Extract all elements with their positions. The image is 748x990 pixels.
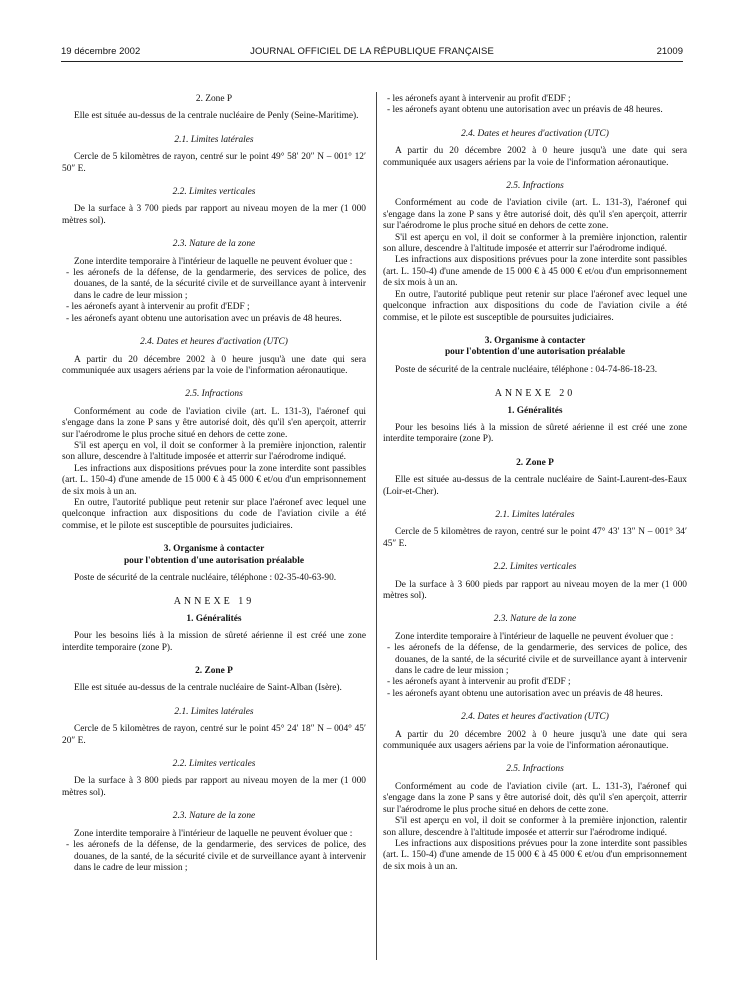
- page-header: [61, 46, 683, 60]
- paragraph: Elle est située au-dessus de la centrale nucléaire de Saint-Alban (Isère).: [74, 683, 342, 694]
- list-item: - les aéronefs ayant obtenu une autorisation avec un préavis de 48 heures.: [383, 689, 687, 700]
- bullet-list: [62, 268, 366, 325]
- paragraph: S'il est aperçu en vol, il doit se conformer à la première injonction, ralentir son allure, descendre à l'altitude imposée et atterrir sur l'aérodrome indiqué.: [62, 440, 366, 463]
- subsection-heading: 2.4. Dates et heures d'activation (UTC): [461, 128, 609, 139]
- paragraph: Poste de sécurité de la centrale nucléaire, téléphone : 04-74-86-18-23.: [395, 364, 658, 375]
- list-item: - les aéronefs ayant à intervenir au profit d'EDF ;: [383, 677, 687, 688]
- subsection-heading: 2.3. Nature de la zone: [172, 811, 256, 822]
- paragraph: Conformément au code de l'aviation civile (art. L. 131-3), l'aéronef qui s'engage dans la zone P sans y être autorisé doit, dès qu'il s'en aperçoit, atterrir sur l'aérodrome le plus proche situé en dehors de cette zone.: [62, 406, 366, 440]
- paragraph: En outre, l'autorité publique peut retenir sur place l'aéronef avec lequel une quelconque infraction aux dispositions du code de l'aviation civile a été commise, et le pilote est susceptible de poursuites judiciaires.: [383, 289, 687, 323]
- subsection-heading: 2.2. Limites verticales: [172, 759, 256, 770]
- subsection-heading: 2.5. Infractions: [185, 389, 243, 400]
- subsection-heading: 2.2. Limites verticales: [493, 562, 577, 573]
- paragraph: Les infractions aux dispositions prévues pour la zone interdite sont passibles (art. L. 150-4) d'une amende de 15 000 € à 45 000 € et/ou d'un emprisonnement de six mois à un an.: [383, 255, 687, 289]
- subsection-heading: 2.1. Limites latérales: [495, 509, 575, 520]
- paragraph: S'il est aperçu en vol, il doit se conformer à la première injonction, ralentir son allure, descendre à l'altitude imposée et atterrir sur l'aérodrome indiqué.: [383, 816, 687, 838]
- list-item: - les aéronefs de la défense, de la gendarmerie, des services de police, des douanes, de la santé, de la sécurité civile et de surveillance ayant à intervenir dans le cadre de leur mission ;: [62, 840, 366, 874]
- subsection-heading: 2.1. Limites latérales: [174, 134, 254, 145]
- paragraph: De la surface à 3 600 pieds par rapport au niveau moyen de la mer (1 000 mètres sol).: [383, 579, 687, 601]
- paragraph: S'il est aperçu en vol, il doit se conformer à la première injonction, ralentir son allure, descendre à l'altitude imposée et atterrir sur l'aérodrome indiqué.: [383, 232, 687, 255]
- paragraph: De la surface à 3 800 pieds par rapport au niveau moyen de la mer (1 000 mètres sol).: [62, 776, 366, 798]
- subsection-heading: 2.3. Nature de la zone: [172, 239, 256, 250]
- bullet-list: [62, 840, 366, 874]
- paragraph: Conformément au code de l'aviation civile (art. L. 131-3), l'aéronef qui s'engage dans la zone P sans y être autorisé doit, dès qu'il s'en aperçoit, atterrir sur l'aérodrome le plus proche situé en dehors de cette zone.: [383, 781, 687, 815]
- paragraph: Zone interdite temporaire à l'intérieur de laquelle ne peuvent évoluer que :: [395, 631, 674, 642]
- section-heading: 2. Zone P: [516, 457, 554, 468]
- journal-title: JOURNAL OFFICIEL DE LA RÉPUBLIQUE FRANÇAISE: [250, 46, 494, 57]
- subsection-heading: 2.3. Nature de la zone: [493, 614, 577, 625]
- paragraph: Cercle de 5 kilomètres de rayon, centré sur le point 47° 43′ 13″ N – 001° 34′ 45″ E.: [383, 527, 687, 549]
- paragraph: Elle est située au-dessus de la centrale nucléaire de Saint-Laurent-des-Eaux (Loir-et-Cher).: [383, 475, 687, 497]
- left-column: [62, 94, 366, 874]
- header-date: 19 décembre 2002: [61, 46, 141, 57]
- paragraph: Poste de sécurité de la centrale nucléaire, téléphone : 02-35-40-63-90.: [74, 573, 337, 583]
- section-heading: 1. Généralités: [186, 613, 242, 624]
- paragraph: Elle est située au-dessus de la centrale nucléaire de Penly (Seine-Maritime).: [74, 111, 359, 122]
- page-number: 21009: [656, 46, 683, 57]
- paragraph: En outre, l'autorité publique peut retenir sur place l'aéronef avec lequel une quelconque infraction aux dispositions du code de l'aviation civile a été commise, et le pilote est susceptible de poursuites judiciaires.: [62, 497, 366, 531]
- paragraph: A partir du 20 décembre 2002 à 0 heure jusqu'à une date qui sera communiquée aux usagers aériens par la voie de l'information aéronautique.: [383, 729, 687, 752]
- paragraph: Pour les besoins liés à la mission de sûreté aérienne il est créé une zone interdite temporaire (zone P).: [62, 631, 366, 653]
- paragraph: Pour les besoins liés à la mission de sûreté aérienne il est créé une zone interdite temporaire (zone P).: [383, 422, 687, 445]
- paragraph: Les infractions aux dispositions prévues pour la zone interdite sont passibles (art. L. 150-4) d'une amende de 15 000 € à 45 000 € et/ou d'un emprisonnement de six mois à un an.: [62, 463, 366, 497]
- section-heading-line2: pour l'obtention d'une autorisation préalable: [123, 555, 305, 566]
- section-heading-line2: pour l'obtention d'une autorisation préalable: [444, 347, 626, 358]
- paragraph: Cercle de 5 kilomètres de rayon, centré sur le point 49° 58′ 20″ N – 001° 12′ 50″ E.: [62, 152, 366, 174]
- subsection-heading: 2.5. Infractions: [506, 764, 564, 775]
- subsection-heading: 2.4. Dates et heures d'activation (UTC): [140, 337, 288, 348]
- section-heading: 3. Organisme à contacter: [484, 335, 586, 346]
- subsection-heading: 2.4. Dates et heures d'activation (UTC): [461, 712, 609, 723]
- subsection-heading: 2.1. Limites latérales: [174, 706, 254, 717]
- paragraph: Conformément au code de l'aviation civile (art. L. 131-3), l'aéronef qui s'engage dans la zone P sans y être autorisé doit, dès qu'il s'en aperçoit, atterrir sur l'aérodrome le plus proche situé en dehors de cette zone.: [383, 198, 687, 232]
- bullet-list: [383, 94, 687, 117]
- paragraph: Cercle de 5 kilomètres de rayon, centré sur le point 45° 24′ 18″ N – 004° 45′ 20″ E.: [62, 724, 366, 746]
- subsection-heading: 2.5. Infractions: [506, 181, 564, 192]
- header-rule: [61, 61, 683, 62]
- list-item: - les aéronefs ayant à intervenir au profit d'EDF ;: [383, 94, 687, 105]
- annex-heading: ANNEXE 19: [173, 596, 255, 608]
- column-divider: [376, 92, 377, 960]
- list-item: - les aéronefs de la défense, de la gendarmerie, des services de police, des douanes, de la santé, de la sécurité civile et de surveillance ayant à intervenir dans le cadre de leur mission ;: [62, 268, 366, 302]
- section-heading: 1. Généralités: [507, 405, 563, 416]
- paragraph: Zone interdite temporaire à l'intérieur de laquelle ne peuvent évoluer que :: [74, 828, 353, 839]
- paragraph: Les infractions aux dispositions prévues pour la zone interdite sont passibles (art. L. 150-4) d'une amende de 15 000 € à 45 000 € et/ou d'un emprisonnement de six mois à un an.: [383, 838, 687, 872]
- bullet-list: [383, 643, 687, 700]
- section-heading: 2. Zone P: [195, 94, 233, 104]
- right-column: [383, 94, 687, 873]
- section-heading: 2. Zone P: [195, 666, 233, 677]
- list-item: - les aéronefs ayant à intervenir au profit d'EDF ;: [62, 302, 366, 313]
- section-heading: 3. Organisme à contacter: [163, 544, 265, 555]
- subsection-heading: 2.2. Limites verticales: [172, 187, 256, 198]
- annex-heading: ANNEXE 20: [494, 388, 576, 400]
- paragraph: A partir du 20 décembre 2002 à 0 heure jusqu'à une date qui sera communiquée aux usagers aériens par la voie de l'information aéronautique.: [383, 146, 687, 168]
- list-item: - les aéronefs ayant obtenu une autorisation avec un préavis de 48 heures.: [62, 314, 366, 325]
- list-item: - les aéronefs de la défense, de la gendarmerie, des services de police, des douanes, de la santé, de la sécurité civile et de surveillance ayant à intervenir dans le cadre de leur mission ;: [383, 643, 687, 677]
- paragraph: De la surface à 3 700 pieds par rapport au niveau moyen de la mer (1 000 mètres sol).: [62, 204, 366, 226]
- paragraph: A partir du 20 décembre 2002 à 0 heure jusqu'à une date qui sera communiquée aux usagers aériens par la voie de l'information aéronautique.: [62, 354, 366, 376]
- paragraph: Zone interdite temporaire à l'intérieur de laquelle ne peuvent évoluer que :: [74, 256, 353, 267]
- list-item: - les aéronefs ayant obtenu une autorisation avec un préavis de 48 heures.: [383, 105, 687, 116]
